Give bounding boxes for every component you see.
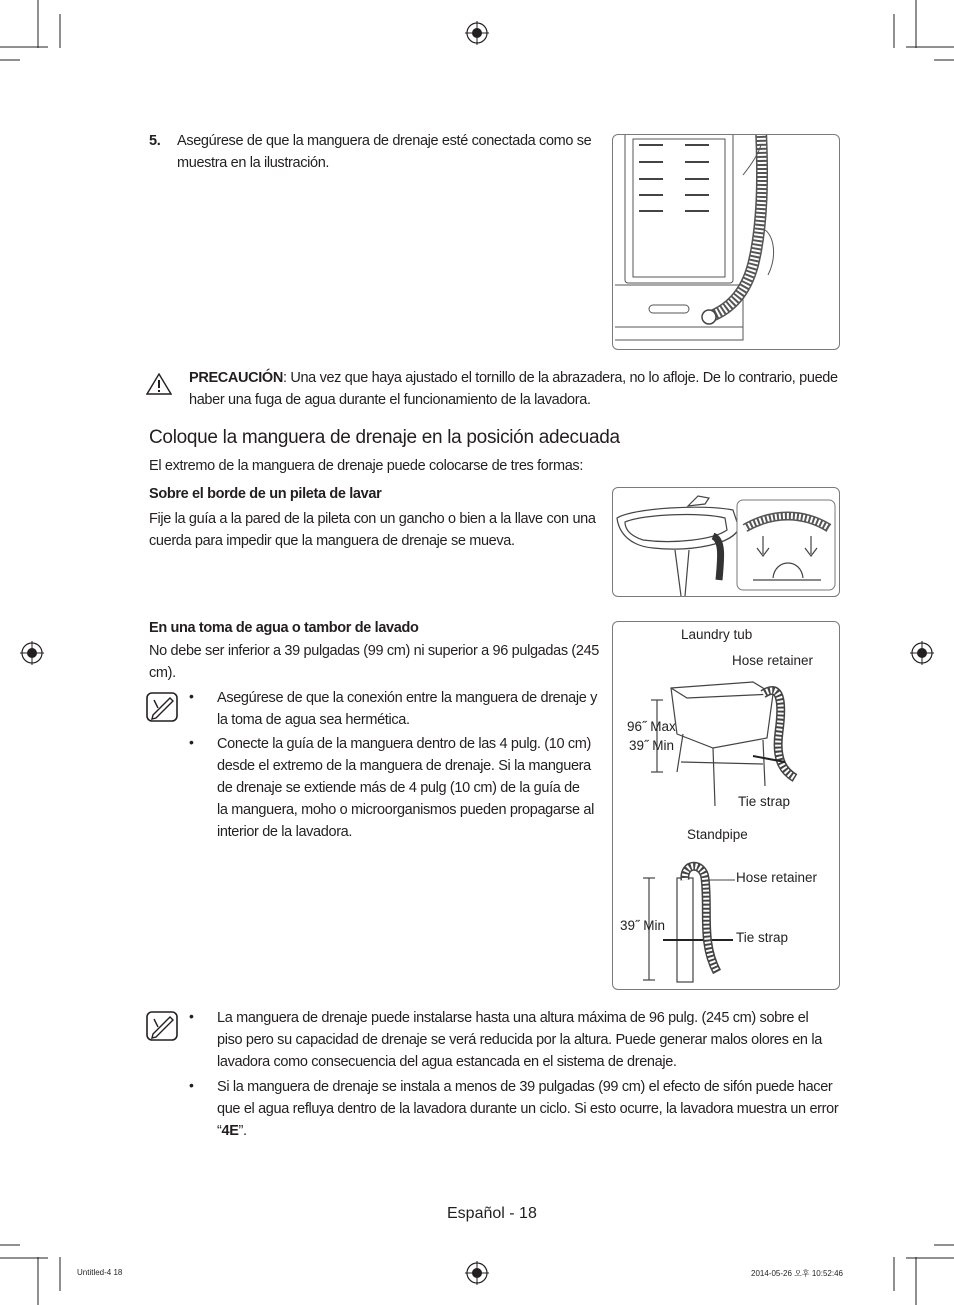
step-text <box>177 130 597 174</box>
standpipe-text <box>149 640 609 684</box>
sink-heading: Sobre el borde de un pileta de lavar <box>149 486 382 502</box>
registration-mark-icon <box>910 641 934 665</box>
standpipe-line: cm). <box>149 665 176 681</box>
note-line: lavadora como consecuencia del agua estancada en el sistema de drenaje. <box>217 1054 677 1070</box>
washer-rear-figure <box>612 134 840 350</box>
step-text-line: Asegúrese de que la manguera de drenaje esté conectada como se <box>177 133 592 149</box>
bullet-line: Conecte la guía de la manguera dentro de las 4 pulg. (10 cm) <box>217 736 591 752</box>
bullet-dot: • <box>189 688 194 704</box>
note-pencil-icon <box>146 1011 178 1041</box>
hose-retainer-label: Hose retainer <box>736 870 818 885</box>
caution-text <box>189 367 849 411</box>
hose-retainer-label: Hose retainer <box>732 653 814 668</box>
file-name: Untitled-4 18 <box>77 1268 123 1277</box>
note-line: La manguera de drenaje puede instalarse hasta una altura máxima de 96 pulg. (245 cm) sobre el <box>217 1010 809 1026</box>
sink-text <box>149 508 604 552</box>
bullet-line: la manguera, moho o microorganismos pueden propagarse al <box>217 802 594 818</box>
registration-mark-icon <box>465 1261 489 1285</box>
bullet-line: de drenaje se extiende más de 4 pulg (10 cm) de la guía de <box>217 780 580 796</box>
print-timestamp <box>751 1268 843 1279</box>
bullet-line: la toma de agua sea hermética. <box>217 712 410 728</box>
bullet-line: desde el extremo de la manguera de drenaje. Si la manguera <box>217 758 591 774</box>
standpipe-line: No debe ser inferior a 39 pulgadas (99 cm) ni superior a 96 pulgadas (245 <box>149 643 600 659</box>
print-time: 10:52:46 <box>811 1269 843 1278</box>
bullet-line: interior de la lavadora. <box>217 824 353 840</box>
note-pencil-icon <box>146 692 178 722</box>
note-item <box>217 1007 857 1073</box>
bullet-item <box>217 733 597 843</box>
bullet-item <box>217 687 597 731</box>
bullet-dot: • <box>189 1077 194 1093</box>
standpipe-heading: En una toma de agua o tambor de lavado <box>149 620 419 636</box>
section-intro: El extremo de la manguera de drenaje puede colocarse de tres formas: <box>149 458 584 474</box>
min-height-label: 39˝ Min <box>629 738 675 753</box>
laundry-tub-label: Laundry tub <box>681 627 753 642</box>
tie-strap-label: Tie strap <box>738 794 791 809</box>
note-line <box>217 1120 857 1142</box>
sink-line: Fije la guía a la pared de la pileta con un gancho o bien a la llave con una <box>149 511 596 527</box>
caution-line: : Una vez que haya ajustado el tornillo de la abrazadera, no lo afloje. De lo contrario, puede <box>282 370 838 386</box>
note-item <box>217 1076 857 1142</box>
bullet-dot: • <box>189 734 194 750</box>
standpipe-label: Standpipe <box>687 827 748 842</box>
error-code: 4E <box>221 1123 239 1139</box>
sink-figure <box>612 487 840 597</box>
caution-label: PRECAUCIÓN <box>189 370 283 386</box>
sink-line: cuerda para impedir que la manguera de drenaje se mueva. <box>149 533 515 549</box>
max-height-label: 96˝ Max <box>627 719 676 734</box>
print-ampm: 오후 <box>794 1269 810 1278</box>
section-title: Coloque la manguera de drenaje en la posición adecuada <box>149 427 620 448</box>
caution-triangle-icon <box>146 373 172 395</box>
note-line: piso pero su capacidad de drenaje se verá reducida por la altura. Puede generar malos olores en la <box>217 1032 822 1048</box>
quote-open: “ <box>217 1123 222 1139</box>
registration-mark-icon <box>465 21 489 45</box>
quote-close: ”. <box>238 1123 247 1139</box>
caution-line: haber una fuga de agua durante el funcionamiento de la lavadora. <box>189 392 591 408</box>
note-line: Si la manguera de drenaje se instala a menos de 39 pulgadas (99 cm) el efecto de sifón puede hacer <box>217 1079 833 1095</box>
tie-strap-label: Tie strap <box>736 930 789 945</box>
step-number: 5. <box>149 133 161 149</box>
print-date: 2014-05-26 <box>751 1269 792 1278</box>
bullet-dot: • <box>189 1008 194 1024</box>
step-text-line: muestra en la ilustración. <box>177 155 330 171</box>
bullet-line: Asegúrese de que la conexión entre la manguera de drenaje y <box>217 690 597 706</box>
tub-standpipe-figure <box>612 621 840 990</box>
page-number: Español - 18 <box>447 1205 537 1222</box>
min-height-label: 39˝ Min <box>620 918 666 933</box>
note-line: que el agua refluya dentro de la lavadora durante un ciclo. Si esto ocurre, la lavadora muestra un error <box>217 1101 839 1117</box>
registration-mark-icon <box>20 641 44 665</box>
